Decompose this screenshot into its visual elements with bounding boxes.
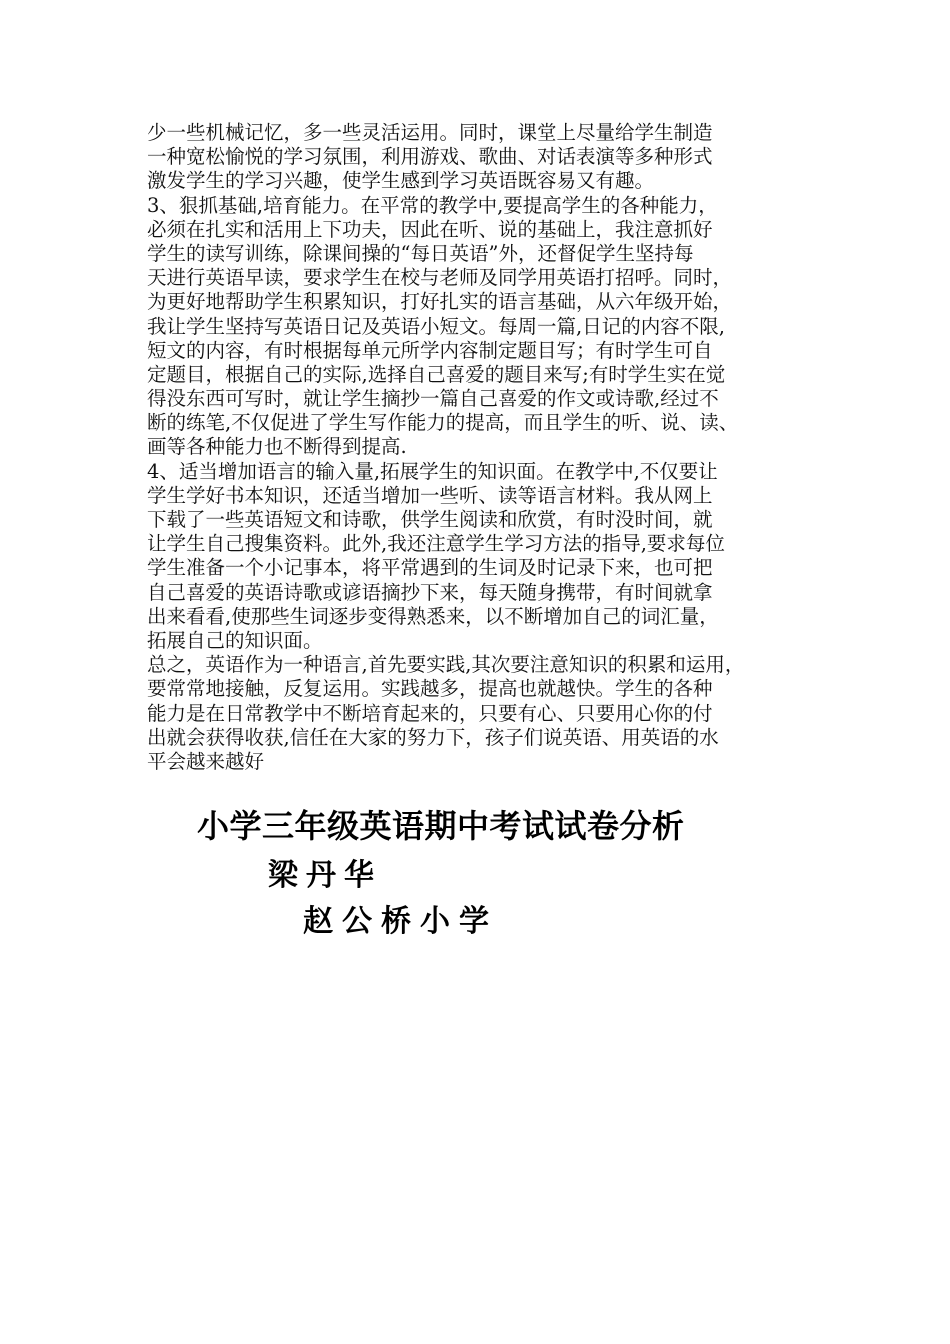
text-line: 能力是在日常教学中不断培育起来的，只要有心、只要用心你的付 — [147, 701, 713, 725]
school-name: 赵公桥小学 — [303, 904, 498, 939]
text-line: 得没东西可写时，就让学生摘抄一篇自己喜爱的作文或诗歌,经过不 — [147, 387, 719, 411]
text-line: 天进行英语早读，要求学生在校与老师及同学用英语打招呼。同时， — [147, 266, 733, 290]
text-line: 定题目，根据自己的实际,选择自己喜爱的题目来写;有时学生实在觉 — [147, 362, 726, 386]
text-line: 一种宽松愉悦的学习氛围，利用游戏、歌曲、对话表演等多种形式 — [147, 145, 713, 169]
text-line: 短文的内容，有时根据每单元所学内容制定题目写；有时学生可自 — [147, 338, 713, 362]
text-line: 画等各种能力也不断得到提高. — [147, 435, 407, 459]
text-line: 激发学生的学习兴趣，使学生感到学习英语既容易又有趣。 — [147, 169, 655, 193]
text-line: 让学生自己搜集资料。此外,我还注意学生学习方法的指导,要求每位 — [147, 532, 725, 556]
text-line: 为更好地帮助学生积累知识，打好扎实的语言基础，从六年级开始， — [147, 290, 733, 314]
text-line: 必须在扎实和活用上下功夫，因此在听、说的基础上，我注意抓好 — [147, 217, 713, 241]
text-line: 我让学生坚持写英语日记及英语小短文。每周一篇,日记的内容不限, — [147, 314, 725, 338]
text-line: 平会越来越好 — [147, 749, 265, 773]
text-line: 断的练笔,不仅促进了学生写作能力的提高，而且学生的听、说、读、 — [147, 411, 739, 435]
text-line: 出就会获得收获,信任在大家的努力下，孩子们说英语、用英语的水 — [147, 725, 719, 749]
text-line: 自己喜爱的英语诗歌或谚语摘抄下来，每天随身携带，有时间就拿 — [147, 580, 713, 604]
text-line: 学生准备一个小记事本，将平常遇到的生词及时记录下来，也可把 — [147, 556, 713, 580]
text-line: 出来看看,使那些生词逐步变得熟悉来，以不断增加自己的词汇量， — [147, 604, 719, 628]
text-line: 学生的读写训练，除课间操的“每日英语”外，还督促学生坚持每 — [147, 241, 694, 265]
text-line: 4、适当增加语言的输入量,拓展学生的知识面。在教学中,不仅要让 — [147, 459, 718, 483]
text-line: 总之，英语作为一种语言,首先要实践,其次要注意知识的积累和运用， — [147, 653, 745, 677]
text-line: 3、狠抓基础,培育能力。在平常的教学中,要提高学生的各种能力， — [147, 193, 718, 217]
text-line: 拓展自己的知识面。 — [147, 628, 323, 652]
document-title: 小学三年级英语期中考试试卷分析 — [197, 807, 685, 845]
body-text — [147, 121, 827, 774]
author-name: 梁丹华 — [268, 858, 382, 893]
text-line: 少一些机械记忆，多一些灵活运用。同时，课堂上尽量给学生制造 — [147, 121, 713, 144]
text-line: 要常常地接触，反复运用。实践越多，提高也就越快。学生的各种 — [147, 677, 713, 701]
text-line: 下载了一些英语短文和诗歌，供学生阅读和欣赏，有时没时间，就 — [147, 508, 713, 531]
text-line: 学生学好书本知识，还适当增加一些听、读等语言材料。我从网上 — [147, 483, 713, 507]
